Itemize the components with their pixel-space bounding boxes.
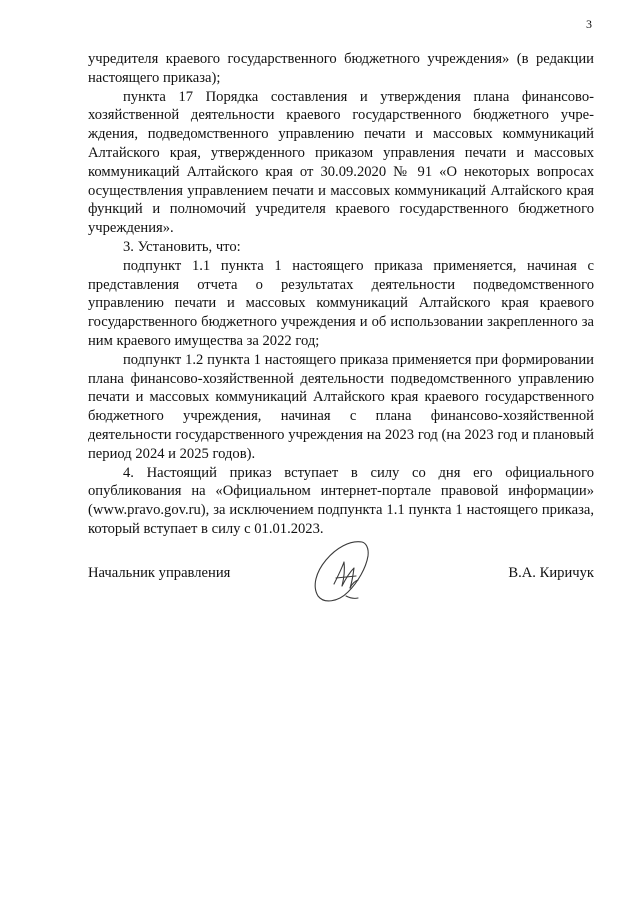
paragraph-establish-heading: 3. Установить, что: [123, 238, 241, 255]
handwritten-signature [306, 538, 384, 606]
signatory-position: Начальник управления [88, 565, 231, 581]
paragraph-effective-date: 4. Настоящий приказ вступает в силу со дня его официального опубликования на «Официальном интернет-портале правовой информации» (www.pravo.gov.ru), за исключением подпункта 1.1 пункта 1 настоящего приказа, который вступает в силу с 01.01.2023. [88, 464, 594, 537]
paragraph-subitem-1-1: подпункт 1.1 пункта 1 настоящего приказа применяется, начиная с представления отчета о результатах деятельности подведомственного управлению печати и массовых коммуникаций Алтайского края краевого государственного бюджетного учреждения и об использовании закрепленного за ним краевого имущества за 2022 год; [88, 257, 594, 349]
page-number: 3 [586, 17, 592, 31]
signatory-name: В.А. Киричук [508, 565, 594, 581]
paragraph-item-17: пункта 17 Порядка составления и утверждения плана финансово-хозяйственной деятельности краевого государственного бюджетного учреждения, подведомственного управлению печати и массовых коммуникаций Алтайского края, утвержденного приказом управления печати и массовых коммуникаций Алтайского края от 30.09.2020 № 91 «О некоторых вопросах осуществления управлением печати и массовых коммуникаций Алтайского края функций и полномочий учредителя краевого государственного бюджетного учреждения». [88, 88, 594, 237]
paragraph-subitem-1-2: подпункт 1.2 пункта 1 настоящего приказа применяется при формировании плана финансово-хозяйственной деятельности подведомственного управлению печати и массовых коммуникаций Алтайского края краевого государственного бюджетного учреждения, начиная с плана финансово-хозяйственной деятельности государственного учреждения на 2023 год (на 2023 год и плановый период 2024 и 2025 годов). [88, 351, 594, 462]
paragraph-founder-continuation: учредителя краевого государственного бюджетного учреждения» (в редакции настоящего приказа); [88, 51, 594, 86]
document-body [88, 50, 594, 539]
